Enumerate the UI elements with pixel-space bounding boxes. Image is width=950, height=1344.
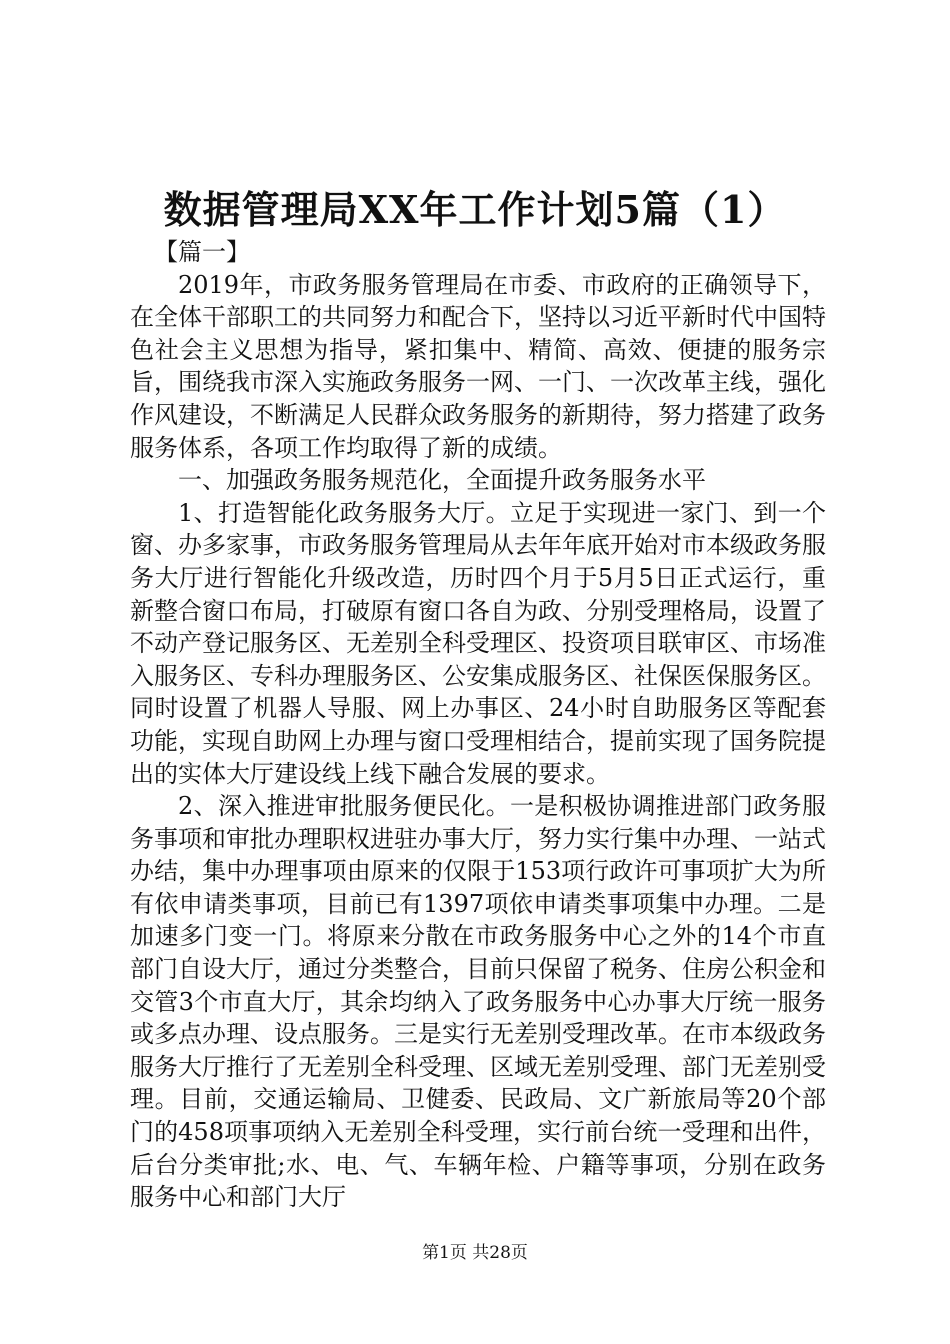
paragraph-item-2: 2、深入推进审批服务便民化。一是积极协调推进部门政务服务事项和审批办理职权进驻办事大厅，努力实行集中办理、一站式办结，集中办理事项由原来的仅限于153项行政许可事项扩大为所有依申请类事项，目前已有1397项依申请类事项集中办理。二是加速多门变一门。将原来分散在市政务服务中心之外的14个市直部门自设大厅，通过分类整合，目前只保留了税务、住房公积金和交管3个市直大厅，其余均纳入了政务服务中心办事大厅统一服务或多点办理、设点服务。三是实行无差别受理改革。在市本级政务服务大厅推行了无差别全科受理、区域无差别受理、部门无差别受理。目前，交通运输局、卫健委、民政局、文广新旅局等20个部门的458项事项纳入无差别全科受理，实行前台统一受理和出件，后台分类审批;水、电、气、车辆年检、户籍等事项，分别在政务服务中心和部门大厅 <box>130 792 826 1212</box>
paragraph-item-1: 1、打造智能化政务服务大厅。立足于实现进一家门、到一个窗、办多家事，市政务服务管理局从去年年底开始对市本级政务服务大厅进行智能化升级改造，历时四个月于5月5日正式运行，重新整合窗口布局，打破原有窗口各自为政、分别受理格局，设置了不动产登记服务区、无差别全科受理区、投资项目联审区、市场准入服务区、专科办理服务区、公安集成服务区、社保医保服务区。同时设置了机器人导服、网上办事区、24小时自助服务区等配套功能，实现自助网上办理与窗口受理相结合，提前实现了国务院提出的实体大厅建设线上线下融合发展的要求。 <box>130 498 826 788</box>
paragraph-intro: 2019年，市政务服务管理局在市委、市政府的正确领导下，在全体干部职工的共同努力和配合下，坚持以习近平新时代中国特色社会主义思想为指导，紧扣集中、精简、高效、便捷的服务宗旨，围绕我市深入实施政务服务一网、一门、一次改革主线，强化作风建设，不断满足人民群众政务服务的新期待，努力搭建了政务服务体系，各项工作均取得了新的成绩。 <box>130 270 826 462</box>
page-footer: 第1页 共28页 <box>422 1243 528 1263</box>
document-title: 数据管理局XX年工作计划5篇（1） <box>163 187 787 232</box>
document-body <box>130 236 826 1214</box>
section-label: 【篇一】 <box>154 238 250 266</box>
section-heading: 一、加强政务服务规范化，全面提升政务服务水平 <box>178 466 706 495</box>
